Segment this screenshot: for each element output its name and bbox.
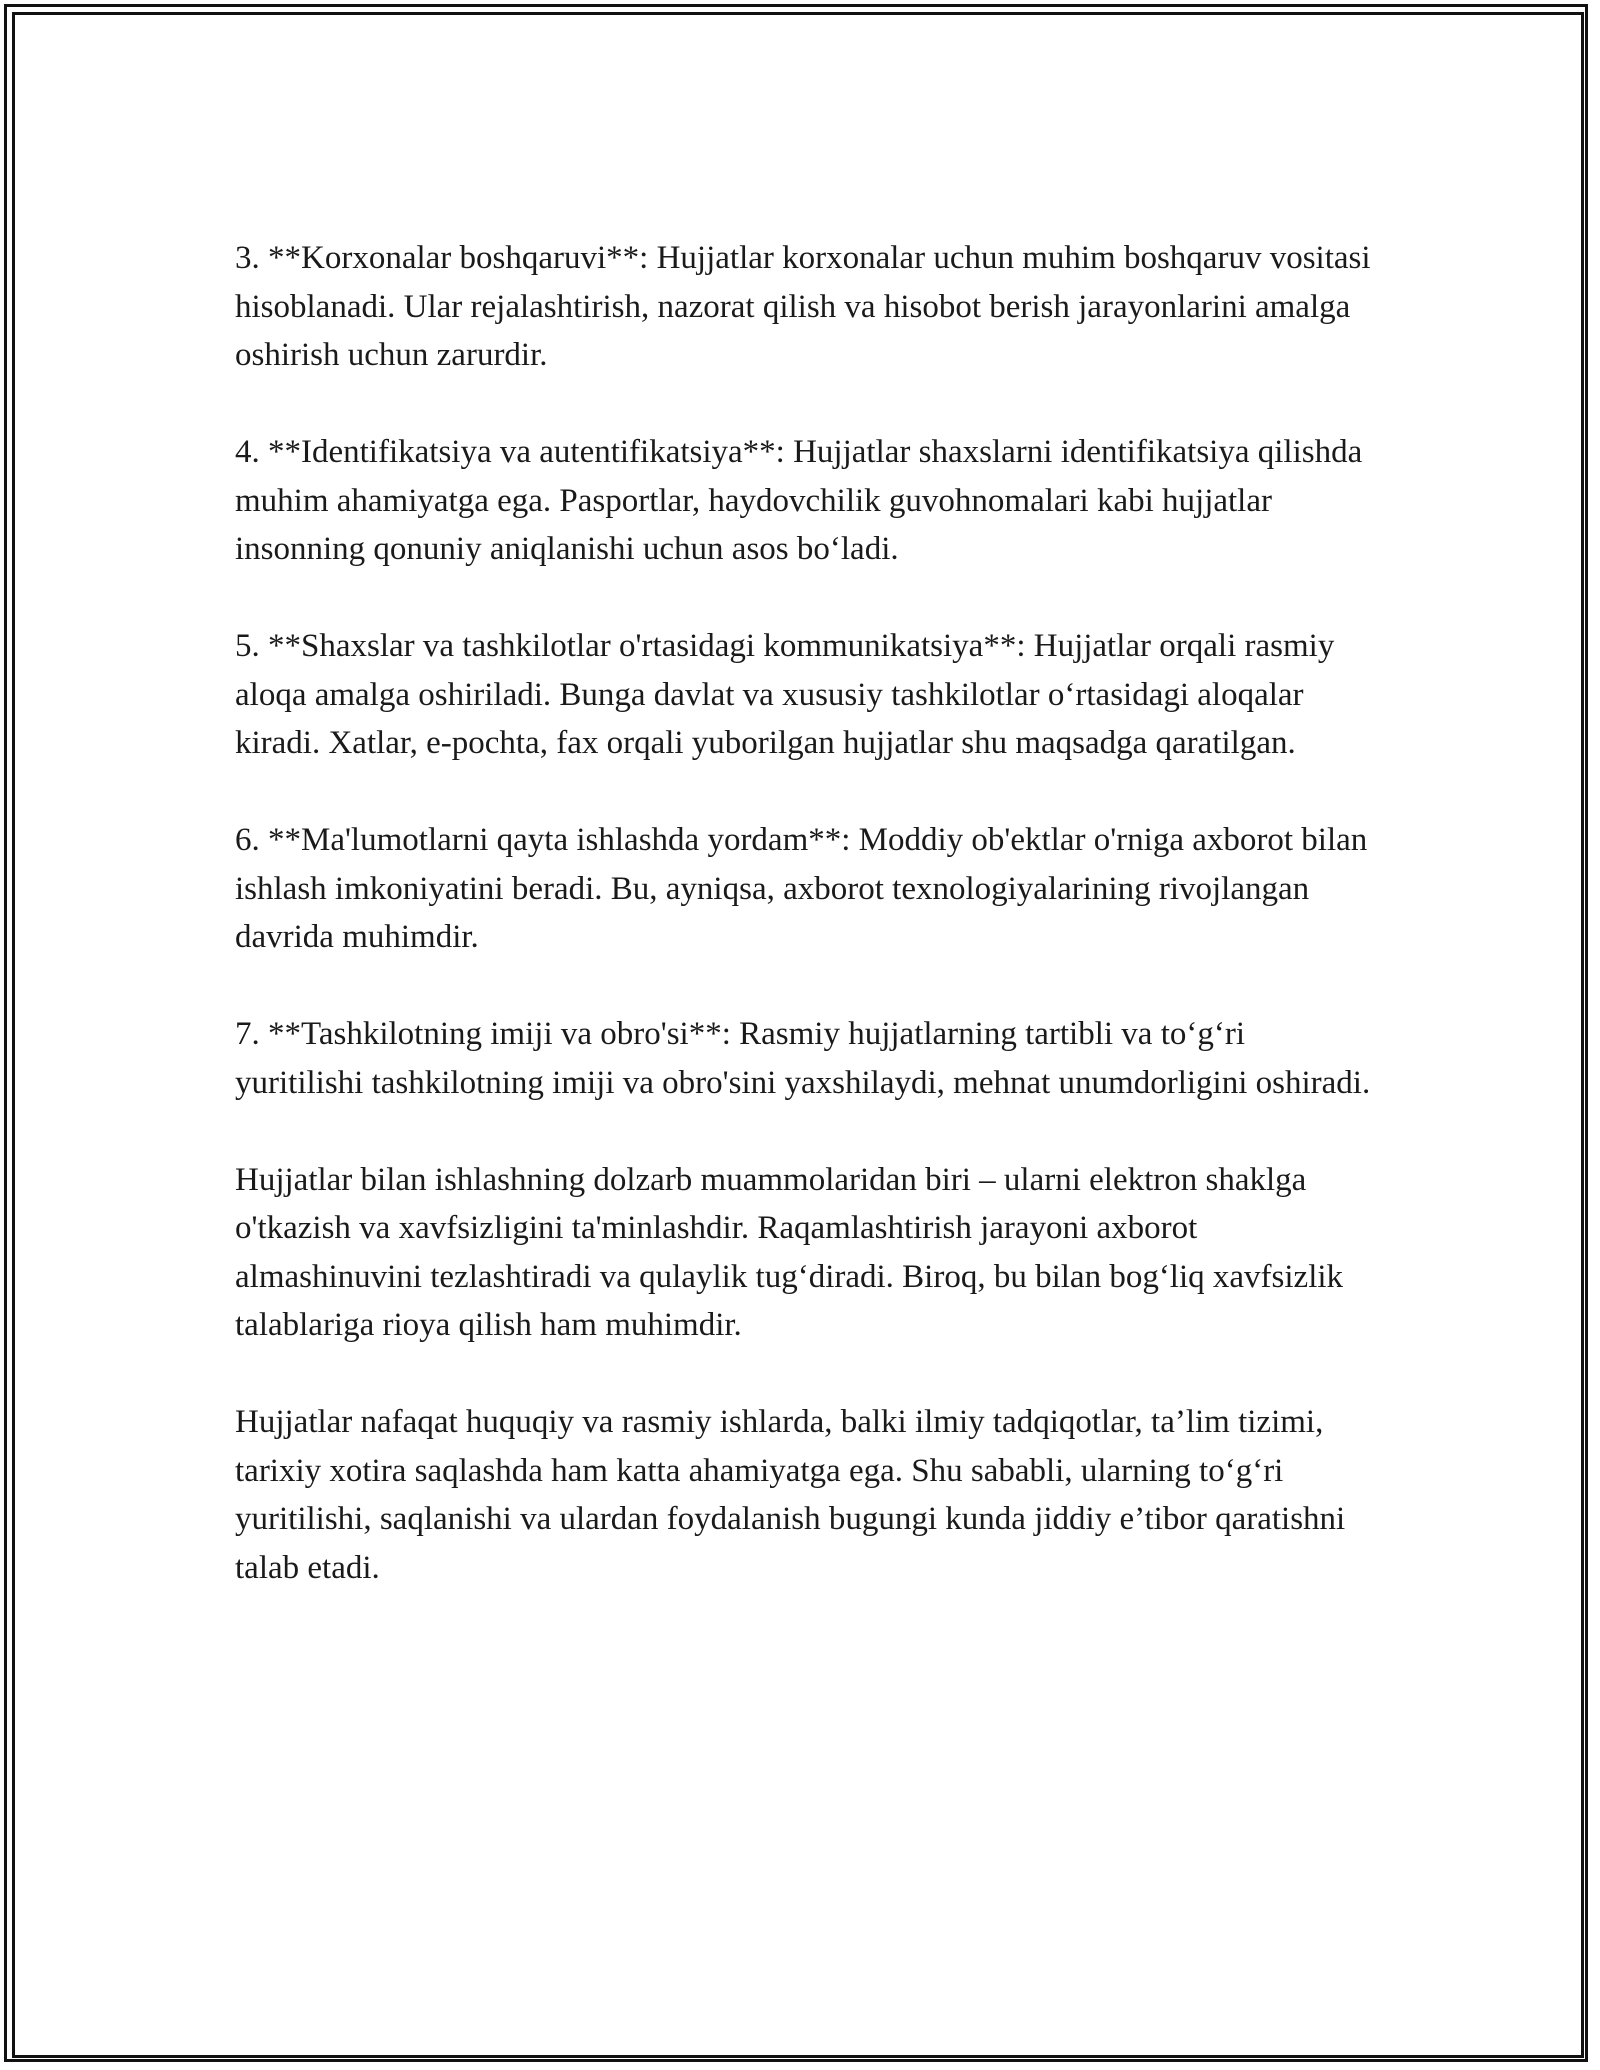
paragraph-item-7: 7. **Tashkilotning imiji va obro'si**: Rasmiy hujjatlarning tartibli va to‘g‘ri yuritilishi tashkilotning imiji va obro'sini yaxshilaydi, mehnat unumdorligini oshiradi. bbox=[235, 1016, 1371, 1101]
paragraph-digitization: Hujjatlar bilan ishlashning dolzarb muammolaridan biri – ularni elektron shaklga o'tkazish va xavfsizligini ta'minlashdir. Raqamlashtirish jarayoni axborot almashinuvini tezlashtiradi va qulaylik tug‘diradi. Biroq, bu bilan bog‘liq xavfsizlik talablariga rioya qilish ham muhimdir. bbox=[235, 1161, 1344, 1343]
document-body bbox=[235, 234, 1375, 1592]
paragraph-item-6: 6. **Ma'lumotlarni qayta ishlashda yordam**: Moddiy ob'ektlar o'rniga axborot bilan ishlash imkoniyatini beradi. Bu, ayniqsa, axborot texnologiyalarining rivojlangan davrida muhimdir. bbox=[235, 822, 1368, 955]
paragraph-item-3: 3. **Korxonalar boshqaruvi**: Hujjatlar korxonalar uchun muhim boshqaruv vositasi hisoblanadi. Ular rejalashtirish, nazorat qilish va hisobot berish jarayonlarini amalga oshirish uchun zarurdir. bbox=[235, 240, 1371, 373]
paragraph-item-4: 4. **Identifikatsiya va autentifikatsiya**: Hujjatlar shaxslarni identifikatsiya qilishda muhim ahamiyatga ega. Pasportlar, haydovchilik guvohnomalari kabi hujjatlar insonning qonuniy aniqlanishi uchun asos bo‘ladi. bbox=[235, 434, 1363, 567]
paragraph-conclusion: Hujjatlar nafaqat huquqiy va rasmiy ishlarda, balki ilmiy tadqiqotlar, ta’lim tizimi, tarixiy xotira saqlashda ham katta ahamiyatga ega. Shu sababli, ularning to‘g‘ri yuritilishi, saqlanishi va ulardan foydalanish bugungi kunda jiddiy e’tibor qaratishni talab etadi. bbox=[235, 1404, 1346, 1586]
paragraph-item-5: 5. **Shaxslar va tashkilotlar o'rtasidagi kommunikatsiya**: Hujjatlar orqali rasmiy aloqa amalga oshiriladi. Bunga davlat va xususiy tashkilotlar o‘rtasidagi aloqalar kiradi. Xatlar, e-pochta, fax orqali yuborilgan hujjatlar shu maqsadga qaratilgan. bbox=[235, 628, 1335, 761]
